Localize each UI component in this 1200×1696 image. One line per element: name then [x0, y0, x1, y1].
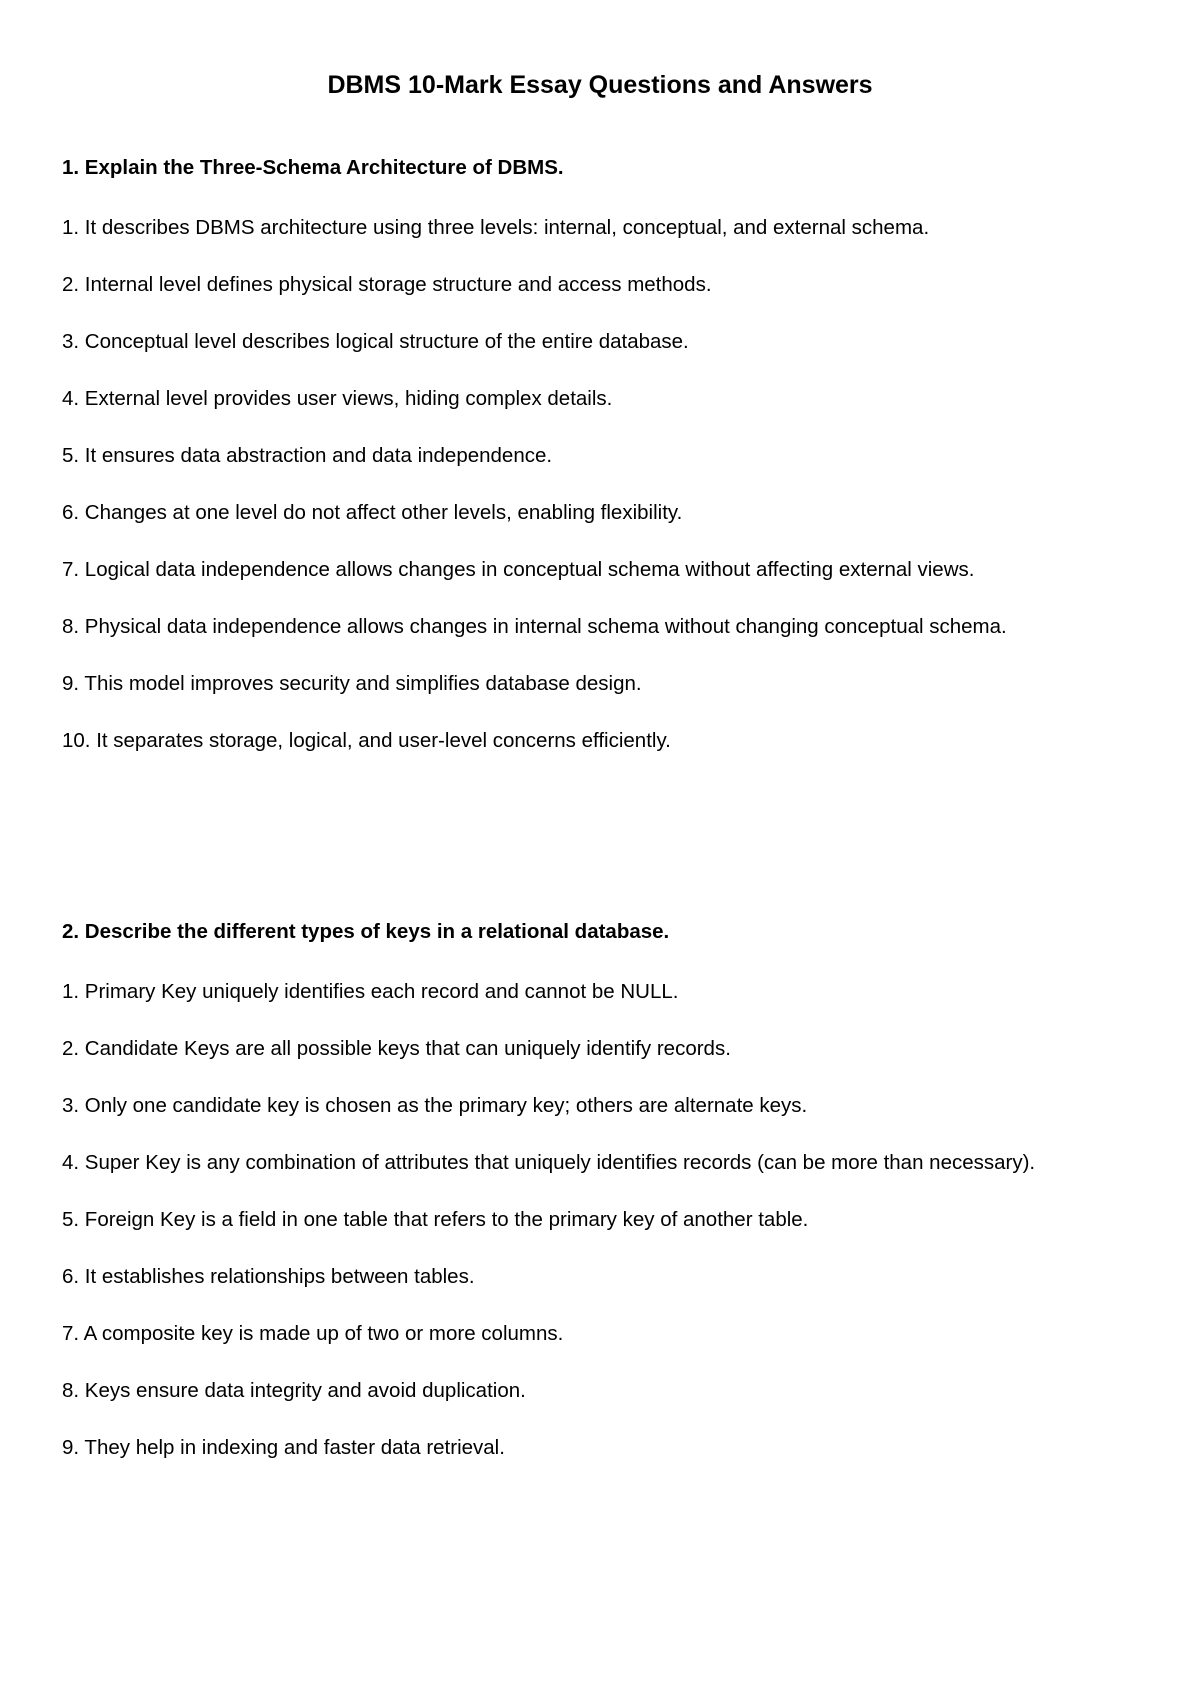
answer-item: 6. It establishes relationships between tables.	[62, 1265, 475, 1288]
answer-item: 5. It ensures data abstraction and data independence.	[62, 444, 553, 467]
answer-item: 4. External level provides user views, hiding complex details.	[62, 387, 613, 410]
answer-item: 1. It describes DBMS architecture using three levels: internal, conceptual, and external schema.	[62, 216, 930, 239]
answer-item: 3. Conceptual level describes logical structure of the entire database.	[62, 330, 689, 353]
answer-item: 10. It separates storage, logical, and user-level concerns efficiently.	[62, 729, 671, 752]
answer-list	[62, 963, 1144, 1476]
answer-item: 4. Super Key is any combination of attributes that uniquely identifies records (can be more than necessary).	[62, 1151, 1036, 1174]
answer-item: 2. Candidate Keys are all possible keys that can uniquely identify records.	[62, 1037, 731, 1060]
answer-item: 5. Foreign Key is a field in one table that refers to the primary key of another table.	[62, 1208, 809, 1231]
answer-item: 1. Primary Key uniquely identifies each record and cannot be NULL.	[62, 980, 679, 1003]
question-heading: 1. Explain the Three-Schema Architecture of DBMS.	[62, 156, 564, 179]
answer-item: 9. They help in indexing and faster data retrieval.	[62, 1436, 505, 1459]
answer-item: 7. A composite key is made up of two or more columns.	[62, 1322, 564, 1345]
answer-item: 9. This model improves security and simplifies database design.	[62, 672, 642, 695]
answer-item: 8. Keys ensure data integrity and avoid duplication.	[62, 1379, 526, 1402]
answer-list	[62, 199, 1144, 769]
answer-item: 3. Only one candidate key is chosen as the primary key; others are alternate keys.	[62, 1094, 808, 1117]
answer-item: 2. Internal level defines physical storage structure and access methods.	[62, 273, 712, 296]
question-section	[62, 917, 1144, 1476]
answer-item: 6. Changes at one level do not affect other levels, enabling flexibility.	[62, 501, 683, 524]
question-section	[62, 153, 1144, 769]
document-title: DBMS 10-Mark Essay Questions and Answers	[327, 71, 873, 99]
answer-item: 7. Logical data independence allows changes in conceptual schema without affecting external views.	[62, 558, 975, 581]
answer-item: 8. Physical data independence allows changes in internal schema without changing conceptual schema.	[62, 615, 1007, 638]
question-heading: 2. Describe the different types of keys in a relational database.	[62, 920, 670, 943]
